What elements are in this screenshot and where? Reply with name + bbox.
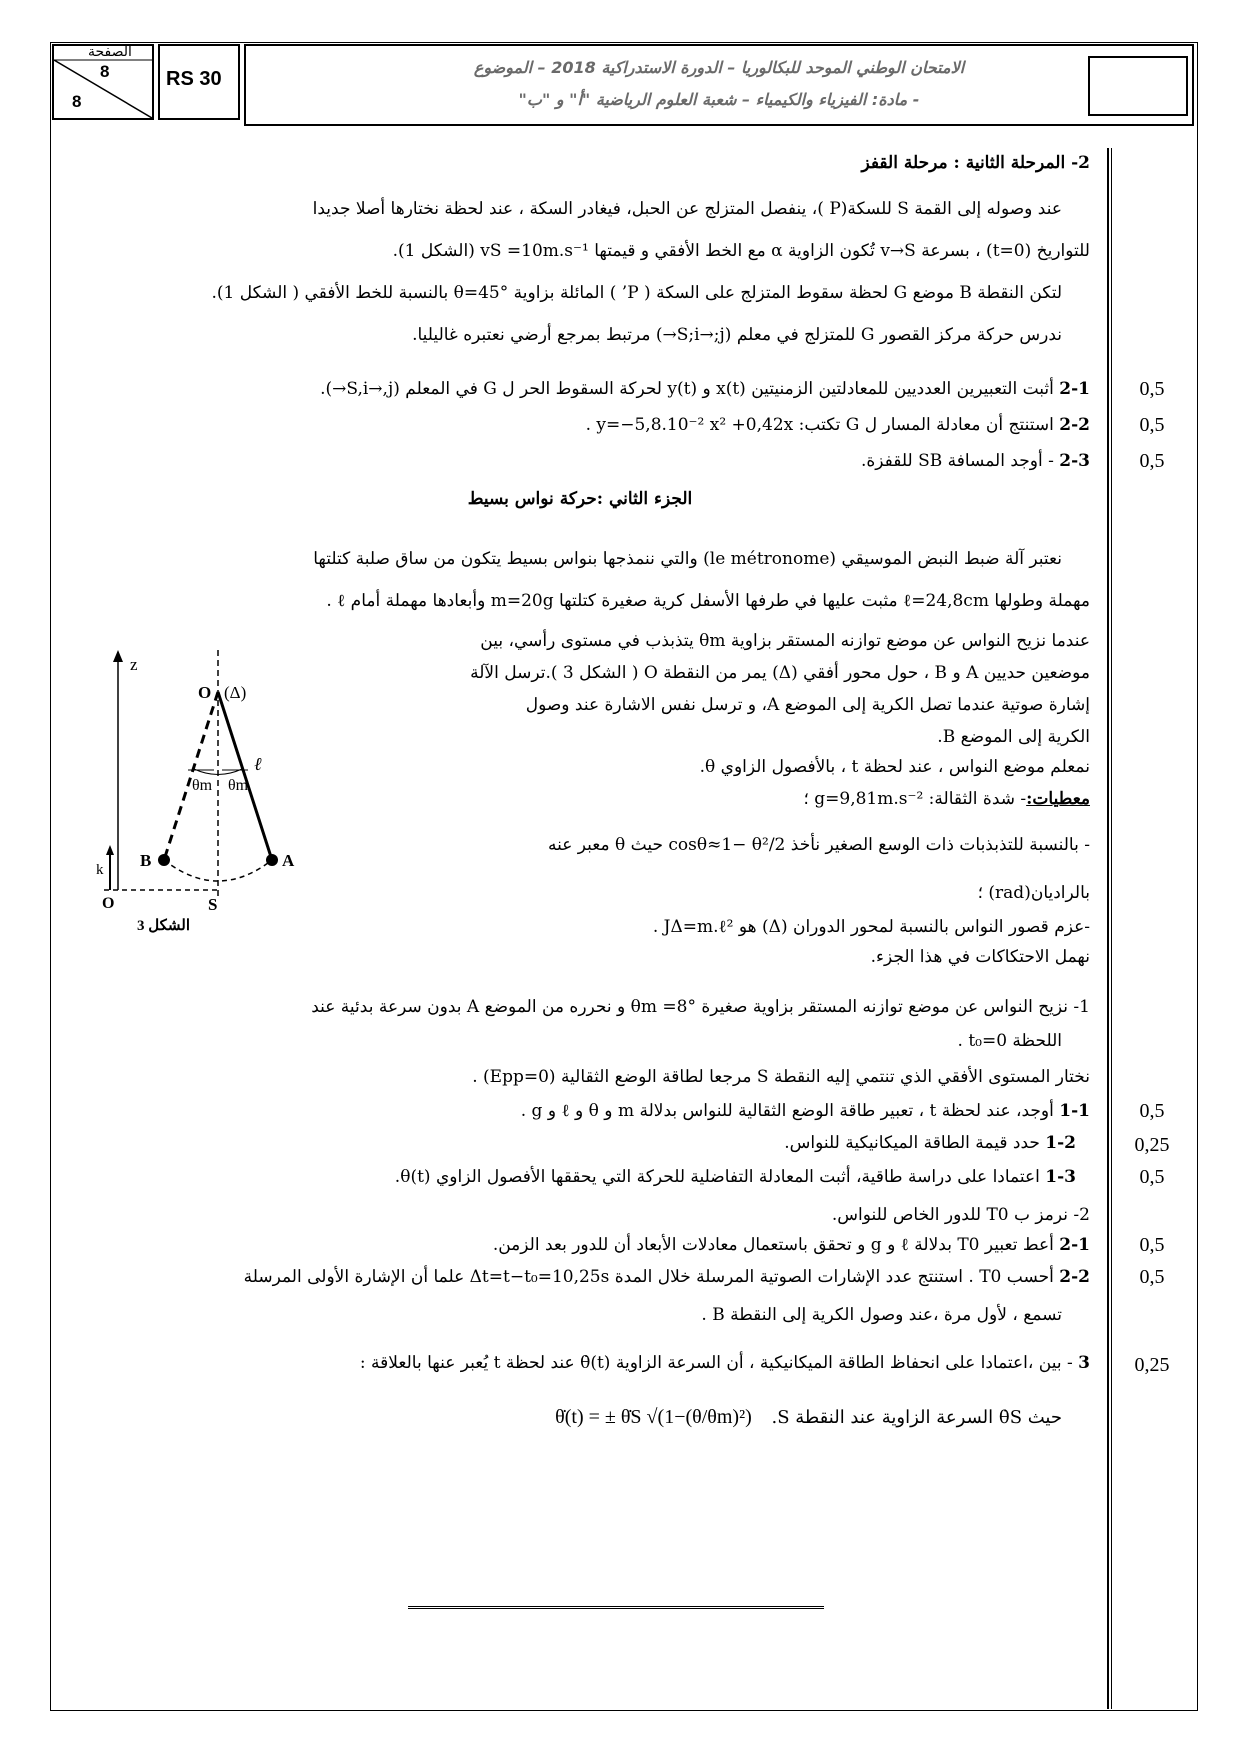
mark-p2-2-2: 0,5 <box>1139 1266 1165 1288</box>
question-1-1-text: أوجد، عند لحظة t ، تعبير طاقة الوضع الثقالية للنواس بدلالة m و θ و ℓ و g . <box>520 1101 1060 1121</box>
page-total: 8 <box>72 92 82 111</box>
question-p2-2-1 <box>493 1234 1090 1256</box>
mark-p2-2-1: 0,5 <box>1139 1234 1165 1256</box>
question-2-intro: 2- نرمز ب T0 للدور الخاص للنواس. <box>831 1205 1090 1225</box>
mark-2-3: 0,5 <box>1139 450 1165 472</box>
question-2-3 <box>861 450 1090 472</box>
question-2-3-number: 2-3 <box>1059 451 1090 471</box>
question-p2-2-2-continued: تسمع ، لأول مرة ،عند وصول الكرية إلى النقطة B . <box>701 1305 1062 1325</box>
candidate-box <box>1088 56 1188 116</box>
question-2-2 <box>586 414 1090 436</box>
question-p2-2-1-number: 2-1 <box>1059 1235 1090 1255</box>
pendulum-figure <box>90 640 320 940</box>
mark-1-2: 0,25 <box>1134 1134 1170 1156</box>
question-2-3-text: - أوجد المسافة SB للقفزة. <box>860 451 1060 471</box>
part2-intro-1: نعتبر آلة ضبط النبض الموسيقي (le métronome) والتي ننمذجها بنواس بسيط يتكون من ساق صلبة كتلتها <box>313 549 1062 569</box>
part1-intro-1: عند وصوله إلى القمة S للسكة(P )، ينفصل المتزلج عن الحبل، فيغادر السكة ، عند لحظة نختارها أصلا جديدا <box>312 199 1062 219</box>
point-s-label: S <box>208 895 218 914</box>
k-vector-label: k <box>96 862 104 878</box>
question-p2-2-2-number: 2-2 <box>1059 1267 1090 1287</box>
question-3-formula-note: حيث θ̇S السرعة الزاوية عند النقطة S. <box>771 1407 1062 1428</box>
givens-line <box>803 788 1090 810</box>
mark-3: 0,25 <box>1134 1354 1170 1376</box>
question-1-line2: اللحظة t₀=0 . <box>957 1031 1062 1051</box>
bob-a <box>266 854 278 866</box>
mark-2-2: 0,5 <box>1139 414 1165 436</box>
z-axis-label: z <box>130 655 138 674</box>
margin-divider-inner <box>1111 148 1112 1709</box>
question-3-formula-line <box>555 1406 1062 1429</box>
part2-intro-2: مهملة وطولها ℓ=24,8cm مثبت عليها في طرفها الأسفل كرية صغيرة كتلتها m=20g وأبعادها مهملة أمام ℓ . <box>326 591 1090 611</box>
subject-code-box <box>158 44 240 120</box>
point-a-label: A <box>282 851 295 870</box>
mark-1-3: 0,5 <box>1139 1166 1165 1188</box>
givens-friction: نهمل الاحتكاكات في هذا الجزء. <box>870 947 1090 967</box>
page-current: 8 <box>100 62 110 81</box>
end-of-exam-line <box>408 1598 824 1609</box>
margin-divider <box>1107 148 1109 1709</box>
theta-right-label: θm <box>228 777 249 794</box>
part1-intro-4: ندرس حركة مركز القصور G للمتزلج في معلم (S;i→;j→) مرتبط بمرجع أرضي نعتبره غاليليا. <box>412 325 1062 345</box>
question-2-1-text: أثبت التعبيرين العدديين للمعادلتين الزمنيتين x(t) و y(t) لحركة السقوط الحر ل G في المعلم (S,i→,j→). <box>320 379 1060 399</box>
page-label: الصفحة <box>88 44 132 60</box>
length-label: ℓ <box>254 754 262 774</box>
exam-title-line2: - مادة: الفيزياء والكيمياء – شعبة العلوم الرياضية "أ" و "ب" <box>518 90 920 109</box>
question-1-3-number: 1-3 <box>1045 1167 1076 1187</box>
page-number-box <box>52 44 154 120</box>
question-p2-2-2 <box>244 1266 1090 1288</box>
question-1-3 <box>395 1166 1076 1188</box>
section-title-jump: 2- المرحلة الثانية : مرحلة القفز <box>861 153 1090 173</box>
question-2-1-number: 2-1 <box>1059 379 1090 399</box>
givens-inertia: -عزم قصور النواس بالنسبة لمحور الدوران (Δ) هو JΔ=m.ℓ² . <box>652 917 1090 937</box>
rod-to-b <box>164 692 218 860</box>
question-p2-2-2-text: أحسب T0 . استنتج عدد الإشارات الصوتية المرسلة خلال المدة Δt=t−t₀=10,25s علما أن الإشارة الأولى المرسلة <box>243 1267 1060 1287</box>
reference-level-line: نختار المستوى الأفقي الذي تنتمي إليه النقطة S مرجعا لطاقة الوضع الثقالية (Epp=0) . <box>472 1067 1090 1087</box>
question-1-2 <box>784 1132 1076 1154</box>
question-3-number: 3 <box>1078 1353 1090 1373</box>
question-2-2-text: استنتج أن معادلة المسار ل G تكتب: y=−5,8.10⁻² x² +0,42x . <box>585 415 1060 435</box>
theta-left-label: θm <box>192 777 213 794</box>
part2-desc-1: عندما نزيح النواس عن موضع توازنه المستقر بزاوية θm يتذبذب في مستوى رأسي، بين <box>480 631 1090 651</box>
part2-desc-2: موضعين حديين A و B ، حول محور أفقي (Δ) يمر من النقطة O ( الشكل 3 ).ترسل الآلة <box>470 663 1090 683</box>
rod-to-a <box>218 692 272 860</box>
givens-small-angle-2: بالراديان(rad) ؛ <box>977 883 1090 903</box>
question-2-1 <box>320 378 1090 400</box>
pivot-label: O <box>198 683 212 702</box>
givens-small-angle-1: - بالنسبة للتذبذبات ذات الوسع الصغير نأخذ cosθ≈1− θ²/2 حيث θ معبر عنه <box>547 835 1090 855</box>
part1-intro-3: لتكن النقطة B موضع G لحظة سقوط المتزلج على السكة ( P’ ) المائلة بزاوية θ=45° بالنسبة للخط الأفقي ( الشكل 1). <box>211 283 1062 303</box>
point-b-label: B <box>140 851 152 870</box>
figure-caption: الشكل 3 <box>136 918 190 934</box>
subject-code: RS 30 <box>166 68 222 90</box>
origin-label: O <box>102 895 115 912</box>
givens-gravity: - شدة الثقالة: g=9,81m.s⁻² ؛ <box>803 789 1027 809</box>
part1-intro-2: للتواريخ (t=0) ، بسرعة v→S تُكون الزاوية α مع الخط الأفقي و قيمتها vS =10m.s⁻¹ (الشكل 1). <box>392 241 1090 261</box>
question-3-formula: θ̇(t) = ± θ̇S √(1−(θ/θm)²) <box>555 1406 752 1428</box>
mark-2-1: 0,5 <box>1139 378 1165 400</box>
part2-title: الجزء الثاني :حركة نواس بسيط <box>467 489 693 509</box>
question-1-1-number: 1-1 <box>1059 1101 1090 1121</box>
question-1-line1: 1- نزيح النواس عن موضع توازنه المستقر بزاوية صغيرة θm =8° و نحرره من الموضع A بدون سرعة بدئية عند <box>311 997 1090 1017</box>
question-1-2-text: حدد قيمة الطاقة الميكانيكية للنواس. <box>784 1133 1046 1153</box>
axis-delta-label: (Δ) <box>224 683 247 702</box>
givens-label: معطيات: <box>1026 789 1090 809</box>
question-1-3-text: اعتمادا على دراسة طاقية، أثبت المعادلة التفاضلية للحركة التي يحققها الأفصول الزاوي θ(t). <box>394 1167 1046 1187</box>
part2-desc-5: نمعلم موضع النواس ، عند لحظة t ، بالأفصول الزاوي θ. <box>699 757 1090 777</box>
question-3-text: - بين ،اعتمادا على انحفاظ الطاقة الميكانيكية ، أن السرعة الزاوية θ̇(t) عند لحظة t يُعبر عنها بالعلاقة : <box>359 1353 1079 1373</box>
title-box <box>244 44 1194 126</box>
z-axis-arrow <box>113 650 123 662</box>
question-2-2-number: 2-2 <box>1059 415 1090 435</box>
part2-desc-3: إشارة صوتية عندما تصل الكرية إلى الموضع A، و ترسل نفس الاشارة عند وصول <box>525 695 1090 715</box>
question-1-1 <box>521 1100 1090 1122</box>
question-3 <box>360 1352 1090 1374</box>
question-p2-2-1-text: أعط تعبير T0 بدلالة ℓ و g و تحقق باستعمال معادلات الأبعاد أن للدور بعد الزمن. <box>492 1235 1060 1255</box>
bob-b <box>158 854 170 866</box>
k-vector-arrow <box>106 845 114 855</box>
exam-title-line1: الامتحان الوطني الموحد للبكالوريا – الدورة الاستدراكية 2018 – الموضوع <box>473 58 965 77</box>
question-1-2-number: 1-2 <box>1045 1133 1076 1153</box>
part2-desc-4: الكرية إلى الموضع B. <box>937 727 1090 747</box>
mark-1-1: 0,5 <box>1139 1100 1165 1122</box>
